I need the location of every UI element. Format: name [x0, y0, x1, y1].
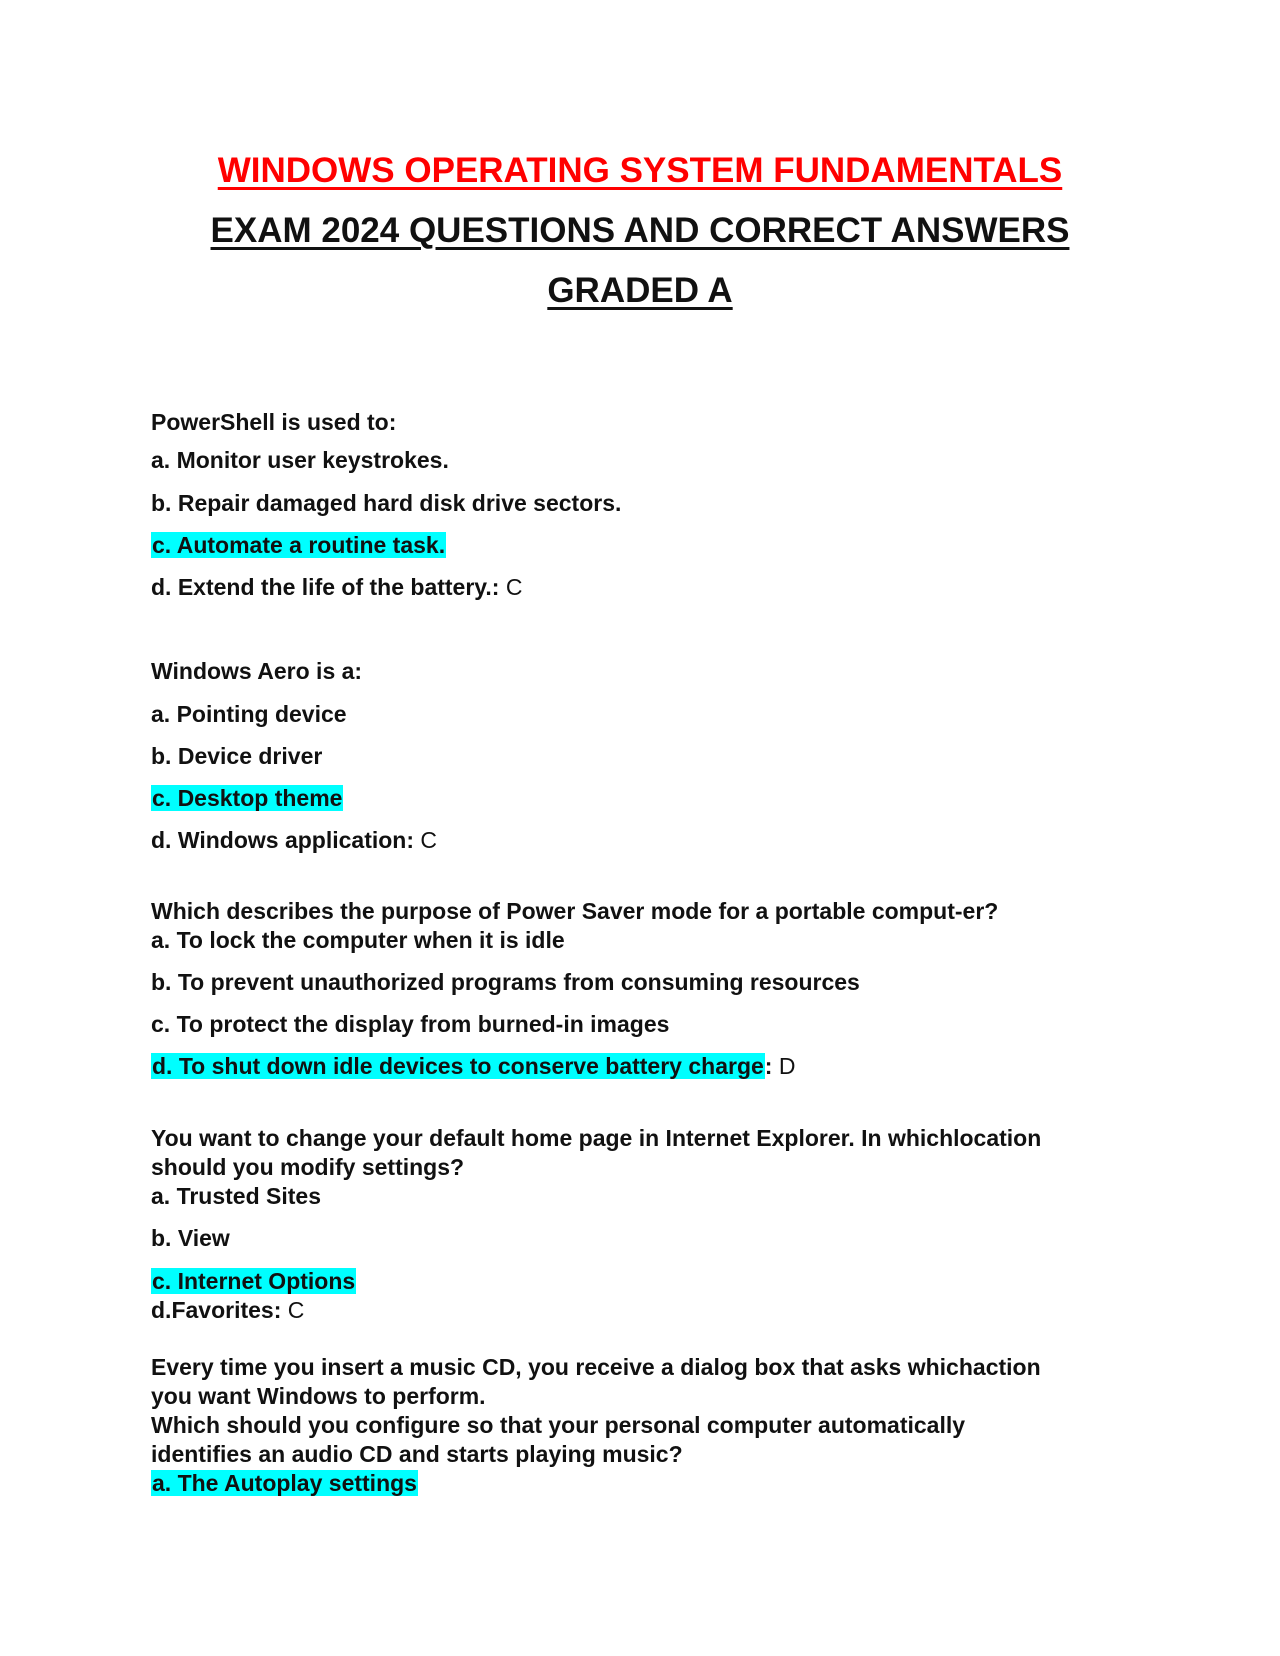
q4-option-c: [151, 1267, 356, 1295]
q3-option-d: [151, 1052, 795, 1080]
q5-question-line-2: you want Windows to perform.: [151, 1383, 486, 1409]
q2-option-c: [151, 784, 343, 812]
q5-question-line-1: Every time you insert a music CD, you receive a dialog box that asks whichaction: [151, 1354, 1041, 1380]
q2-option-c-highlight: c. Desktop theme: [152, 785, 343, 811]
document-title-line-3: GRADED A: [547, 271, 733, 310]
q3-option-d-colon: :: [764, 1053, 773, 1079]
q3-option-d-highlight: d. To shut down idle devices to conserve battery charge: [152, 1053, 764, 1079]
q4-option-d: [151, 1296, 304, 1324]
q5-option-a: [151, 1469, 418, 1497]
q4-question-line-2: should you modify settings?: [151, 1154, 465, 1180]
q4-option-b: b. View: [151, 1225, 230, 1251]
q4-question-line-1: You want to change your default home page in Internet Explorer. In whichlocation: [151, 1125, 1042, 1151]
q4-answer: C: [287, 1297, 305, 1323]
q3-option-c: c. To protect the display from burned-in images: [151, 1011, 670, 1037]
q5-option-a-highlight: a. The Autoplay settings: [152, 1470, 417, 1496]
q5-question-line-4: identifies an audio CD and starts playing music?: [151, 1441, 683, 1467]
q2-option-d: [151, 826, 437, 854]
q2-option-d-text: d. Windows application:: [151, 827, 415, 853]
q3-option-b: b. To prevent unauthorized programs from consuming resources: [151, 969, 860, 995]
q1-option-a: a. Monitor user keystrokes.: [151, 447, 449, 473]
q1-option-b: b. Repair damaged hard disk drive sectors.: [151, 490, 622, 516]
q3-answer: D: [778, 1053, 796, 1079]
q2-option-b: b. Device driver: [151, 743, 323, 769]
q2-option-a: a. Pointing device: [151, 701, 347, 727]
q2-answer: C: [420, 827, 438, 853]
q4-option-d-text: d.Favorites:: [151, 1297, 282, 1323]
q1-option-c: [151, 531, 446, 559]
q4-option-a: a. Trusted Sites: [151, 1183, 322, 1209]
q2-question: Windows Aero is a:: [151, 658, 363, 684]
q3-option-a: a. To lock the computer when it is idle: [151, 927, 565, 953]
q3-question: Which describes the purpose of Power Saver mode for a portable comput-er?: [151, 898, 999, 924]
q1-option-d-text: d. Extend the life of the battery.:: [151, 574, 500, 600]
q1-option-d: [151, 573, 522, 601]
q5-question-line-3: Which should you configure so that your personal computer automatically: [151, 1412, 966, 1438]
document-title-line-2: EXAM 2024 QUESTIONS AND CORRECT ANSWERS: [210, 211, 1070, 250]
q1-option-c-highlight: c. Automate a routine task.: [152, 532, 446, 558]
q4-option-c-highlight: c. Internet Options: [152, 1268, 356, 1294]
document-title-line-1: WINDOWS OPERATING SYSTEM FUNDAMENTALS: [217, 151, 1063, 190]
q1-answer: C: [505, 574, 523, 600]
q1-question: PowerShell is used to:: [151, 409, 397, 435]
